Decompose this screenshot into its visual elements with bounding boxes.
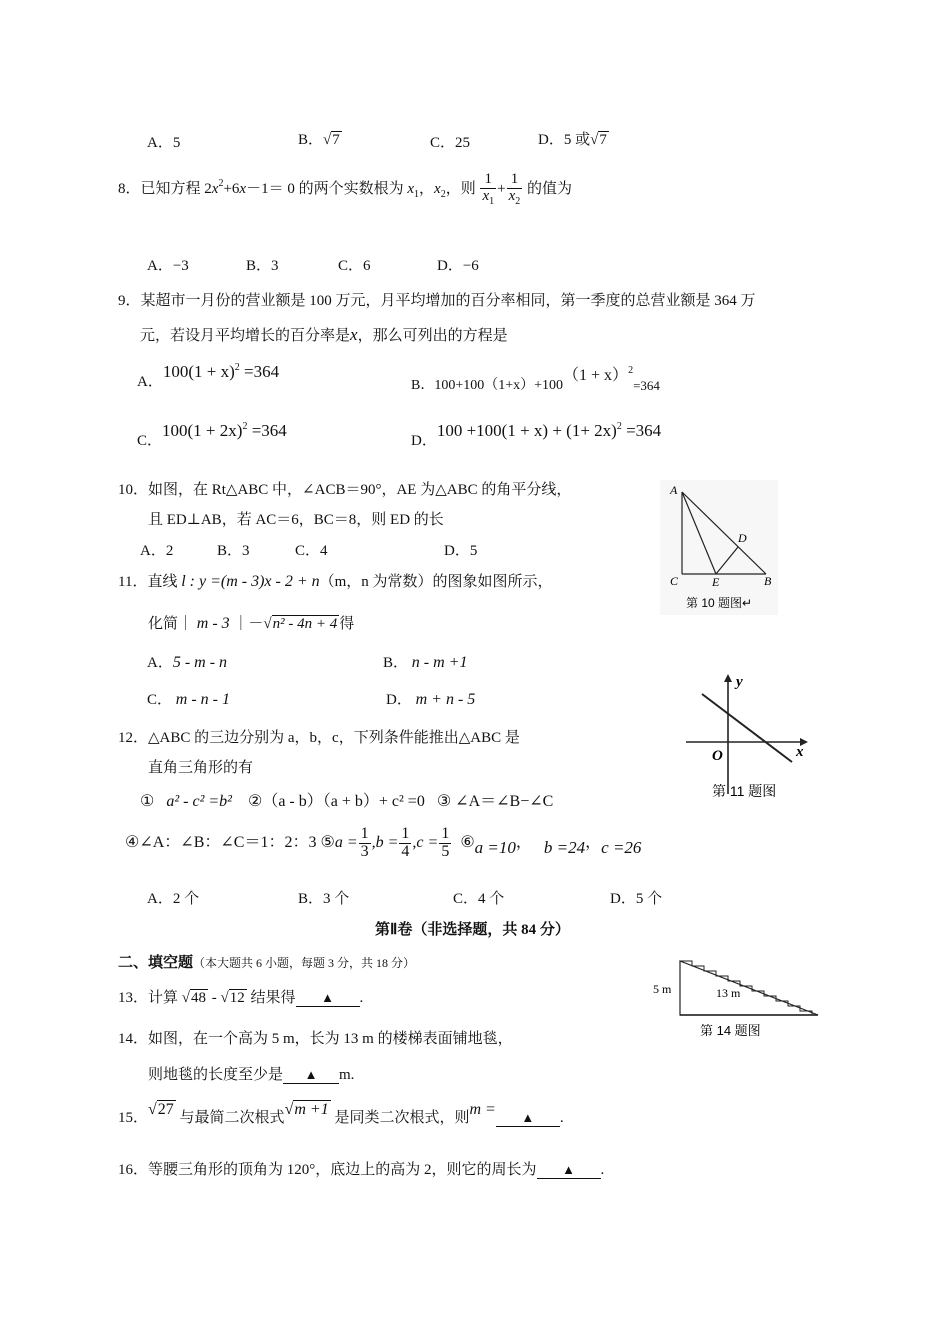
q10-line2: 且 ED⊥AB，若 AC＝6，BC＝8，则 ED 的长 [148, 512, 444, 528]
q11-y-arrow [724, 674, 732, 682]
q16-stem: 16．等腰三角形的顶角为 120°，底边上的高为 2，则它的周长为 [118, 1162, 537, 1178]
q8-var-x: x [211, 181, 219, 198]
q13-answer-blank[interactable]: ▲ [296, 990, 360, 1007]
q8-stem-d: －1＝ 0 的两个实数根为 [246, 181, 404, 198]
q9-line1: 9．某超市一月份的营业额是 100 万元，月平均增加的百分率相同，第一季度的总营业额是 364 万 [118, 293, 756, 309]
q10-label-b: B [764, 574, 772, 588]
q15: 15．√27 与最简二次根式√m +1 是同类二次根式，则m = ▲ . [118, 1101, 564, 1126]
q14-answer-blank[interactable]: ▲ [283, 1067, 339, 1084]
q13-tail: 结果得 [250, 990, 296, 1006]
q13-sqrt-2: √12 [220, 990, 245, 1006]
q11-option-c-label: C． [147, 692, 173, 708]
q8-x1-sub: 1 [414, 189, 420, 201]
q9-option-c-rhs: =364 [247, 421, 287, 440]
q11-stem-a: 11．直线 [118, 574, 178, 590]
q12-cond-6-c: c =26 [601, 837, 642, 857]
q7-option-b-radicand: 7 [332, 132, 340, 148]
q13-stem: 13．计算 [118, 990, 179, 1006]
q13: 13．计算 √48 - √12 结果得 ▲ . [118, 990, 364, 1006]
q12-frac-b: $\frac{1}{4}$ [401, 825, 410, 860]
q9-option-a-rhs: =364 [239, 362, 280, 381]
q8-comma: ， [419, 181, 435, 198]
q9-option-d-label: D． [411, 433, 437, 449]
part2-title: 第Ⅱ卷（非选择题，共 84 分） [375, 922, 570, 938]
q11-option-b-label: B． [383, 655, 409, 671]
q11-option-c-value: m - n - 1 [175, 691, 230, 708]
q15-answer-blank[interactable]: ▲ [496, 1110, 560, 1127]
q7-option-c: C．25 [430, 135, 471, 151]
q9-option-c-eq: 100(1 + 2x) [162, 421, 243, 440]
q12-option-d: D．5 个 [610, 891, 663, 907]
q12-cond-1: ① [140, 793, 155, 810]
q11-figure [682, 668, 817, 803]
q7-option-b [298, 128, 342, 149]
q9-option-a-eq: 100(1 + x) [162, 362, 235, 381]
q10-line1: 10．如图，在 Rt△ABC 中，∠ACB＝90°，AE 为△ABC 的角平分线， [118, 482, 572, 498]
q12-line1: 12．△ABC 的三边分别为 a，b，c，下列条件能推出△ABC 是 [118, 730, 520, 746]
q12-option-a: A．2 个 [147, 891, 200, 907]
q12-cond-5-c: ,c = [412, 833, 439, 851]
q12-cond-6-b: b =24 [543, 837, 586, 857]
q9-line2a: 元，若设月平均增长的百分率是 [140, 328, 351, 344]
q7-option-d [538, 128, 609, 149]
section2-label: 二、填空题 [118, 955, 194, 971]
q11-simplify [148, 612, 354, 633]
q7-option-d-label: D．5 或 [538, 132, 591, 148]
q9-option-a: A．$100(1 + x)^2 =364$ [137, 362, 280, 390]
q12-cond-3: ③ ∠A＝∠B−∠C [436, 793, 554, 810]
q11-option-b-value: n - m +1 [411, 654, 468, 671]
q11-abs: m - 3 [196, 615, 230, 632]
q8-option-b: B．3 [246, 258, 279, 274]
q8-option-c: C．6 [338, 258, 371, 274]
q10-label-e: E [712, 575, 720, 589]
q8-stem [118, 172, 572, 207]
q7-option-a: A．5 [147, 135, 181, 151]
q12-cond-1-eq: a² - c² =b² [166, 793, 232, 810]
q8-x2-sub: 2 [440, 189, 446, 201]
q11-equation: l : y =(m - 3)x - 2 + n [181, 573, 320, 590]
q11-get: 得 [339, 616, 355, 632]
q8-frac-2: $\frac{1}{x_2}$ [508, 171, 521, 207]
q11-option-a [147, 651, 227, 672]
q15-sqrt-1: √27 [148, 1101, 174, 1118]
q14-caption: 第 14 题图 [700, 1023, 761, 1038]
q8-x2: x [434, 181, 441, 198]
q9-option-a-label: A． [137, 374, 163, 390]
q9-option-c-label: C． [137, 433, 163, 449]
q13-minus: - [208, 990, 221, 1006]
q12-cond-4: ④∠A：∠B：∠C＝1：2：3 [125, 833, 317, 851]
q13-sqrt-1: √48 [181, 990, 206, 1006]
q11-option-d-value: m + n - 5 [415, 691, 476, 708]
q9-option-b-rhs: =364 [633, 378, 660, 393]
q11-sqrt: √n² - 4n + 4 [263, 616, 338, 632]
q14-label-height: 5 m [653, 982, 672, 996]
q10-figure [660, 480, 778, 615]
q12-cond-2: ②（a - b）（a + b）+ c² =0 [247, 793, 425, 810]
q8-stem-b: +6 [223, 181, 240, 198]
q9-var: x [350, 325, 358, 344]
q10-label-c: C [670, 574, 679, 588]
q10-option-a: A．2 [140, 543, 174, 559]
q9-option-c: C．$100(1 + 2x)^2 =364$ [137, 421, 287, 449]
q16-answer-blank[interactable]: ▲ [537, 1162, 601, 1179]
q8-frac-1: $\frac{1}{x_1}$ [482, 171, 495, 207]
q8-option-d: D．−6 [437, 258, 479, 274]
q11-stem-b: （m，n 为常数）的图象如图所示， [319, 574, 553, 590]
q16: 16．等腰三角形的顶角为 120°，底边上的高为 2，则它的周长为 ▲ . [118, 1162, 605, 1178]
q9-option-b: B．$100+100(1+x)+100(1 + x)^2=364$ [411, 365, 660, 393]
q12-cond-5: ⑤ [320, 833, 335, 851]
q8-option-a: A．−3 [147, 258, 189, 274]
q12-frac-a: $\frac{1}{3}$ [360, 825, 369, 860]
q14-line2a: 则地毯的长度至少是 [148, 1067, 284, 1083]
q9-option-b-label: B．100+100（1+x）+100 [411, 378, 564, 393]
q8-exp: 2 [218, 178, 224, 190]
q8-stem-a: 8．已知方程 2 [118, 181, 212, 198]
q9-option-d-eq: 100 +100(1 + x) + (1+ 2x) [436, 421, 617, 440]
q8-plus: + [497, 181, 506, 198]
q11-option-d-label: D． [386, 692, 412, 708]
q9-option-d: D．$100 +100(1 + x) + (1+ 2x)^2 =364$ [411, 421, 662, 449]
q12-conditions-row2: ④∠A：∠B：∠C＝1：2：3 ⑤a = $\frac{1}{3}$ ,b = $\frac{1}{4}$ ,c = $\frac{1}{5}$ ⑥a =10， b =24，c =26 [125, 825, 642, 860]
q11-radicand: n² - 4n + 4 [272, 616, 338, 632]
q12-frac-c: $\frac{1}{5}$ [441, 825, 450, 860]
q11-simplify-label: 化简｜ [148, 616, 194, 632]
q14-line1: 14．如图，在一个高为 5 m，长为 13 m 的楼梯表面铺地毯， [118, 1031, 513, 1047]
q12-cond-6-a: a =10 [474, 837, 516, 857]
q8-tail: 的值为 [527, 181, 573, 198]
q10-label-d: D [738, 531, 747, 545]
q15-mid: 与最简二次根式 [179, 1110, 285, 1126]
q12-line2: 直角三角形的有 [148, 760, 254, 776]
q7-option-d-radicand: 7 [599, 132, 607, 148]
q9-option-d-rhs: =364 [621, 421, 662, 440]
q11-option-a-label: A． [147, 655, 173, 671]
q14-label-length: 13 m [716, 986, 741, 1000]
q12-cond-5-a: a = [334, 833, 358, 851]
q8-then: ，则 [445, 181, 476, 198]
section2-heading [118, 951, 415, 972]
q15-m: m = [469, 1101, 496, 1118]
q9-line2b: ，那么可列出的方程是 [357, 328, 508, 344]
q10-option-b: B．3 [217, 543, 250, 559]
q9-line2 [140, 324, 508, 345]
q11-caption: 第 11 题图 [712, 783, 777, 799]
q10-caption: 第 10 题图↵ [686, 596, 753, 610]
q11-label-o: O [712, 748, 723, 764]
q14-line2 [148, 1063, 354, 1084]
q12-cond-6: ⑥ [460, 833, 475, 851]
q12-cond-5-b: ,b = [371, 833, 399, 851]
q7-option-b-label: B． [298, 132, 324, 148]
q8-stem-c: x [239, 181, 247, 198]
q11-mid: ｜－ [233, 616, 264, 632]
q11-label-x: x [796, 744, 804, 760]
q9-option-b-paren: （1 + x） [563, 367, 629, 384]
q11-option-c [147, 688, 230, 709]
q12-conditions-row1 [140, 788, 553, 811]
q15-sqrt-2: √m +1 [284, 1101, 329, 1118]
q14-figure [650, 955, 825, 1045]
q15-tail: 是同类二次根式，则 [334, 1110, 470, 1126]
q15-num: 15． [118, 1110, 149, 1126]
q10-option-c: C．4 [295, 543, 328, 559]
q12-option-b: B．3 个 [298, 891, 350, 907]
q11-option-d [386, 688, 475, 709]
q11-stem [118, 570, 553, 591]
q12-option-c: C．4 个 [453, 891, 505, 907]
q11-label-y: y [736, 674, 743, 690]
q7-option-d-sqrt: √7 [590, 132, 607, 148]
q10-option-d: D．5 [444, 543, 478, 559]
q7-option-b-sqrt: √7 [323, 132, 340, 148]
q8-x1: x [407, 181, 415, 198]
q14-line2b: m. [339, 1067, 355, 1083]
q14-triangle [680, 961, 818, 1015]
section2-note: （本大题共 6 小题，每题 3 分，共 18 分） [193, 956, 416, 970]
q10-label-a: A [670, 483, 678, 497]
q11-option-a-value: 5 - m - n [172, 654, 228, 671]
q11-option-b [383, 651, 467, 672]
